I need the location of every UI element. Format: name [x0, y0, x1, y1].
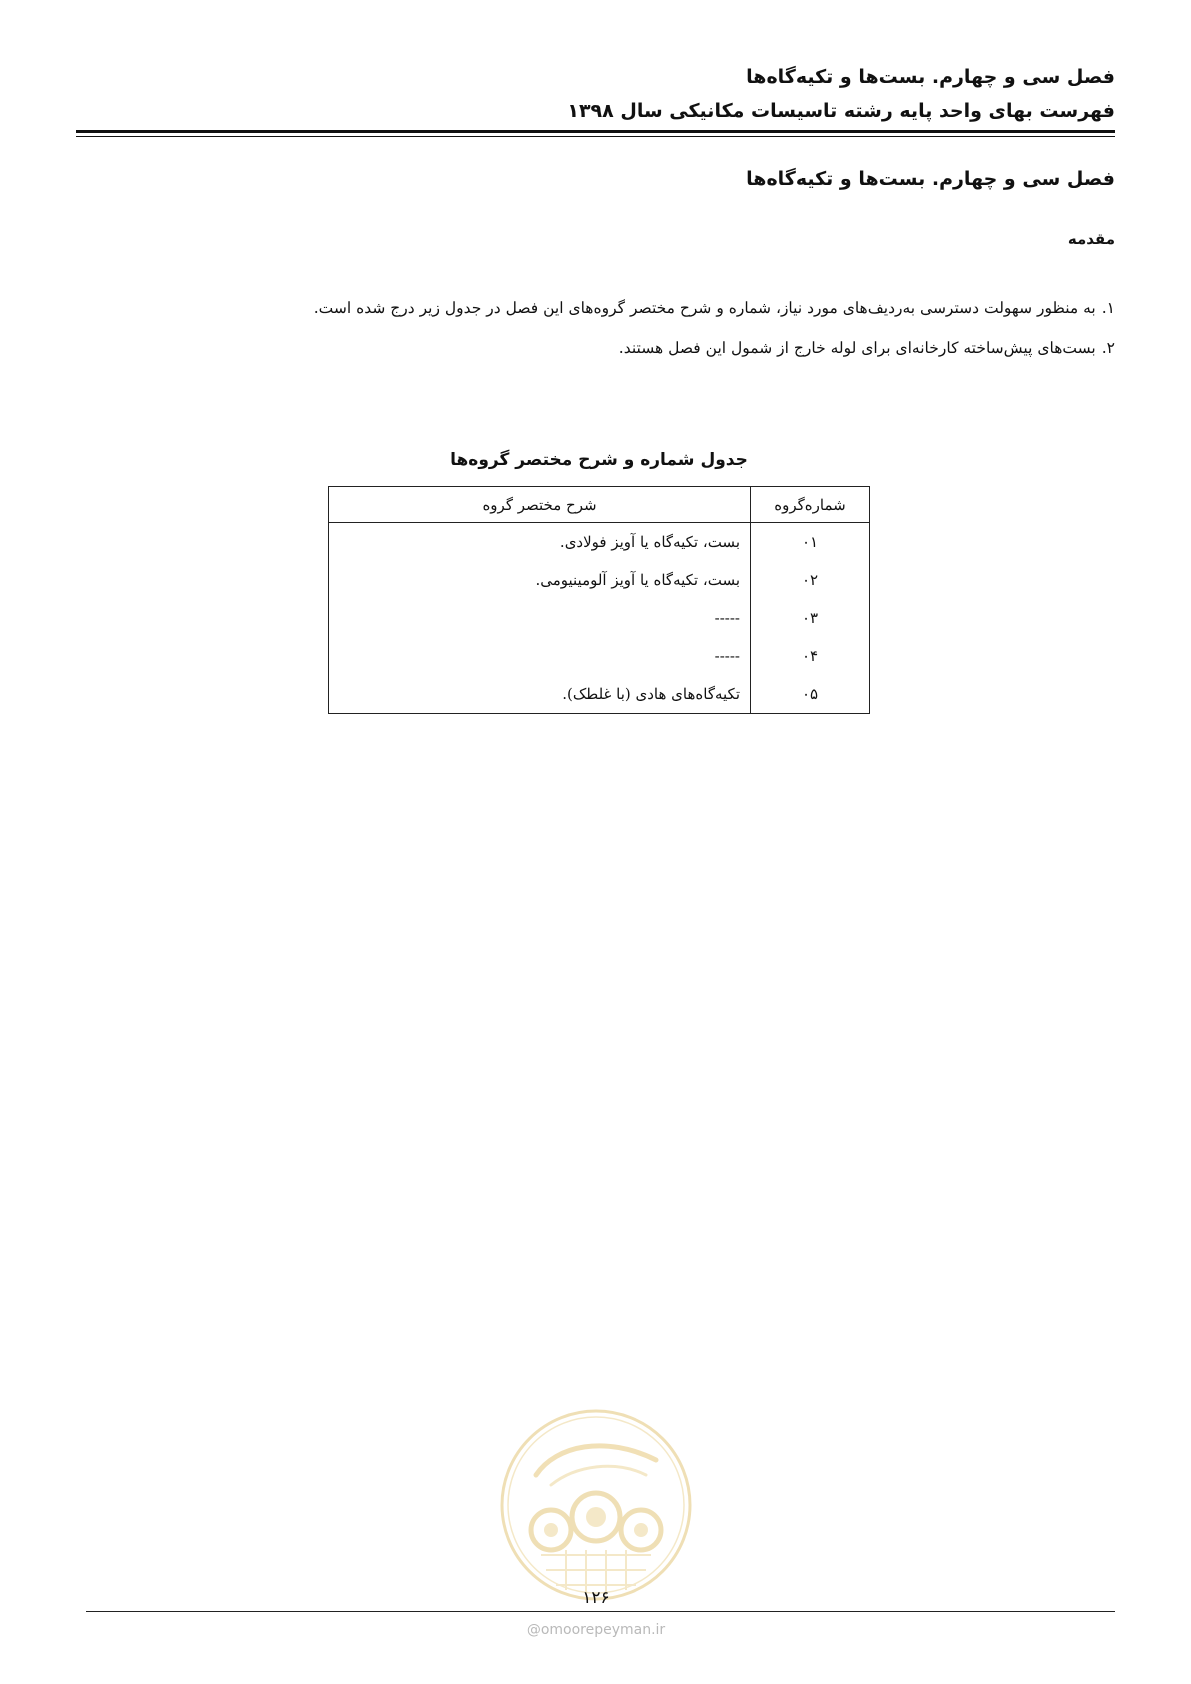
header-group-description: شرح مختصر گروه	[329, 487, 751, 523]
group-number: ۰۵	[751, 675, 870, 714]
intro-list	[75, 288, 1115, 368]
intro-item-text: بست‌های پیش‌ساخته کارخانه‌ای برای لوله خارج از شمول این فصل هستند.	[618, 339, 1096, 357]
group-description: تکیه‌گاه‌های هادی (با غلطک).	[329, 675, 751, 714]
table-row	[329, 561, 870, 599]
header-group-number: شماره‌گروه	[751, 487, 870, 523]
table-row	[329, 599, 870, 637]
intro-item-number: ۱.	[1101, 299, 1115, 317]
table-row	[329, 523, 870, 562]
header-rule-thick	[76, 130, 1115, 133]
group-description: بست، تکیه‌گاه یا آویز فولادی.	[329, 523, 751, 562]
table-header-row	[329, 487, 870, 523]
group-number: ۰۱	[751, 523, 870, 562]
intro-item-number: ۲.	[1101, 339, 1115, 357]
intro-item-1	[75, 288, 1115, 328]
omoor-peyman-logo-icon	[496, 1405, 696, 1605]
table-caption: جدول شماره و شرح مختصر گروه‌ها	[450, 450, 748, 470]
header-rule-thin	[76, 136, 1115, 137]
group-number: ۰۴	[751, 637, 870, 675]
intro-item-2	[75, 328, 1115, 368]
header-chapter-line: فصل سی و چهارم. بست‌ها و تکیه‌گاه‌ها	[746, 66, 1115, 88]
table-row	[329, 675, 870, 714]
site-watermark: @omoorepeyman.ir	[526, 1622, 666, 1638]
group-description: بست، تکیه‌گاه یا آویز آلومینیومی.	[329, 561, 751, 599]
chapter-title: فصل سی و چهارم. بست‌ها و تکیه‌گاه‌ها	[746, 168, 1115, 190]
group-description: -----	[329, 637, 751, 675]
footer-rule	[86, 1611, 1115, 1612]
intro-heading: مقدمه	[1067, 230, 1115, 248]
group-description: -----	[329, 599, 751, 637]
running-header	[567, 60, 1115, 128]
table-row	[329, 637, 870, 675]
group-number: ۰۳	[751, 599, 870, 637]
group-number: ۰۲	[751, 561, 870, 599]
page-number: ۱۲۶	[582, 1588, 610, 1608]
intro-item-text: به منظور سهولت دسترسی به‌ردیف‌های مورد نیاز، شماره و شرح مختصر گروه‌های این فصل در جدول زیر درج شده است.	[313, 299, 1096, 317]
header-catalog-line: فهرست بهای واحد پایه رشته تاسیسات مکانیکی سال ۱۳۹۸	[567, 100, 1115, 122]
groups-table	[328, 486, 870, 714]
